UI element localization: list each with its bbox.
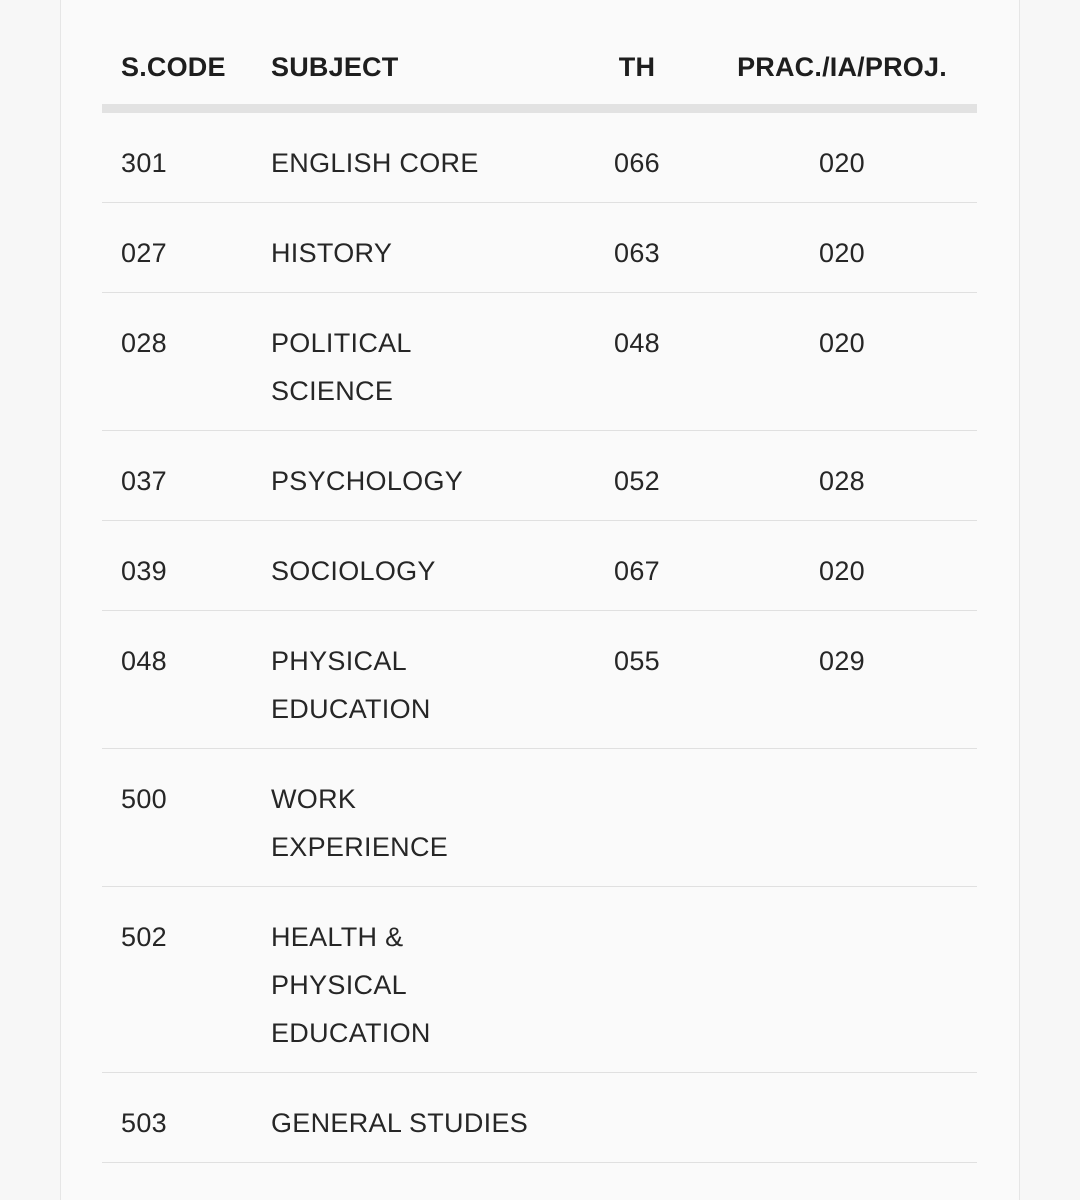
- table-row: [102, 293, 977, 431]
- table-row: [102, 203, 977, 293]
- practical-marks-cell: 020: [819, 556, 865, 586]
- subject-name-line: GENERAL STUDIES: [271, 1108, 529, 1138]
- subject-code-cell: 503: [121, 1108, 167, 1138]
- subject-name-line: PHYSICAL: [271, 646, 407, 676]
- subject-code-cell: 500: [121, 784, 167, 814]
- subject-name-cell: [271, 775, 571, 871]
- table-row: [102, 887, 977, 1073]
- marks-table: [102, 0, 977, 1163]
- subject-name-line: HISTORY: [271, 238, 393, 268]
- subject-code-cell: 037: [121, 466, 167, 496]
- table-row: [102, 749, 977, 887]
- theory-marks-cell: 048: [614, 328, 660, 358]
- theory-marks-cell: 052: [614, 466, 660, 496]
- subject-name-line: EDUCATION: [271, 1018, 431, 1048]
- practical-marks-cell: 020: [819, 238, 865, 268]
- subject-name-cell: [271, 457, 571, 505]
- subject-code-cell: 028: [121, 328, 167, 358]
- subject-name-cell: [271, 139, 571, 187]
- subject-name-line: PSYCHOLOGY: [271, 466, 464, 496]
- theory-marks-cell: 067: [614, 556, 660, 586]
- subject-name-cell: [271, 319, 571, 415]
- table-body: [102, 113, 977, 1163]
- subject-name-line: SCIENCE: [271, 376, 394, 406]
- subject-name-line: POLITICAL: [271, 328, 412, 358]
- header-subject: SUBJECT: [271, 52, 399, 82]
- subject-name-line: HEALTH &: [271, 922, 404, 952]
- subject-name-cell: [271, 913, 571, 1057]
- table-header: [102, 0, 977, 113]
- subject-name-cell: [271, 229, 571, 277]
- table-row: [102, 431, 977, 521]
- subject-code-cell: 301: [121, 148, 167, 178]
- subject-name-line: SOCIOLOGY: [271, 556, 436, 586]
- practical-marks-cell: 028: [819, 466, 865, 496]
- table-row: [102, 1073, 977, 1163]
- header-theory: TH: [618, 52, 656, 82]
- subject-code-cell: 048: [121, 646, 167, 676]
- header-practical: PRAC./IA/PROJ.: [737, 52, 947, 82]
- subject-name-line: PHYSICAL: [271, 970, 407, 1000]
- subject-name-line: ENGLISH CORE: [271, 148, 479, 178]
- subject-name-line: EDUCATION: [271, 694, 431, 724]
- theory-marks-cell: 063: [614, 238, 660, 268]
- theory-marks-cell: 066: [614, 148, 660, 178]
- subject-name-line: EXPERIENCE: [271, 832, 449, 862]
- header-subject-code: S.CODE: [121, 52, 226, 82]
- table-row: [102, 611, 977, 749]
- subject-code-cell: 039: [121, 556, 167, 586]
- theory-marks-cell: 055: [614, 646, 660, 676]
- subject-name-cell: [271, 1099, 571, 1147]
- practical-marks-cell: 020: [819, 148, 865, 178]
- subject-name-line: WORK: [271, 784, 357, 814]
- table-row: [102, 113, 977, 203]
- practical-marks-cell: 020: [819, 328, 865, 358]
- practical-marks-cell: 029: [819, 646, 865, 676]
- subject-name-cell: [271, 547, 571, 595]
- subject-code-cell: 502: [121, 922, 167, 952]
- table-row: [102, 521, 977, 611]
- subject-name-cell: [271, 637, 571, 733]
- subject-code-cell: 027: [121, 238, 167, 268]
